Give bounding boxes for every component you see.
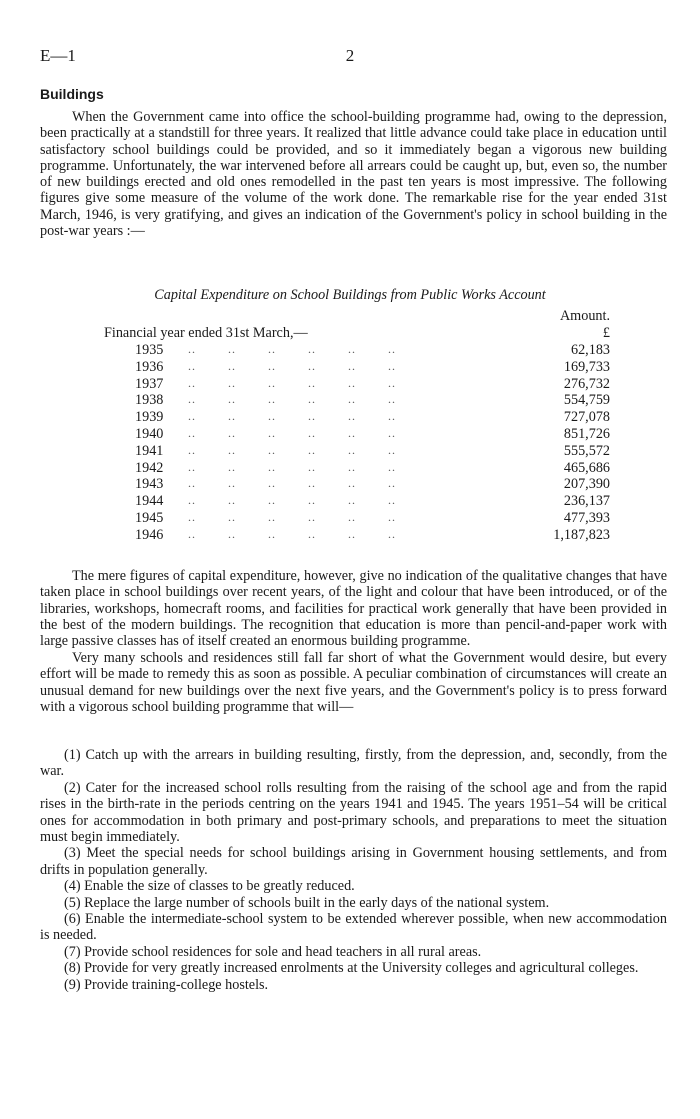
- amount-cell: 727,078: [563, 409, 610, 426]
- year-cell: 1941: [135, 442, 164, 459]
- amount-cell: 276,732: [563, 375, 610, 392]
- section-heading: Buildings: [40, 86, 104, 102]
- table-row: [40, 476, 620, 493]
- dot-leader: .. .. .. .. .. ..: [188, 476, 396, 491]
- table-row: [40, 359, 620, 376]
- year-cell: 1937: [135, 375, 164, 392]
- list-item: (5) Replace the large number of schools built in the early days of the national system.: [64, 894, 550, 911]
- year-cell: 1944: [135, 493, 164, 510]
- dot-leader: .. .. .. .. .. ..: [188, 509, 396, 524]
- year-cell: 1936: [135, 358, 164, 375]
- year-cell: 1942: [135, 459, 164, 476]
- table-row: [40, 342, 620, 359]
- intro-text: When the Government came into office the school-building programme had, owing to the depression, been practically at a standstill for three years. It realized that little advance could take place in education until satisfactory school buildings could be provided, and so it immediately began a vigorous new building programme. Unfortunately, the war intervened before all arrears could be caught up, but, even so, the number of new buildings erected and old ones remodelled in the past ten years is most impressive. The following figures give some measure of the volume of the work done. The remarkable rise for the year ended 31st March, 1946, is very gratifying, and gives an indication of the Government's policy in school building in the post-war years :—: [40, 109, 667, 240]
- year-cell: 1940: [135, 425, 164, 442]
- table-row: [40, 510, 620, 527]
- table-row: [40, 527, 620, 544]
- year-cell: 1938: [135, 392, 164, 409]
- dot-leader: .. .. .. .. .. ..: [188, 493, 396, 508]
- list-item: (2) Cater for the increased school rolls resulting from the raising of the school age and from the rapid rises in the birth-rate in the periods centring on the years 1941 and 1945. The years 1951–54 will be critical ones for accommodation in both primary and post-primary schools, and preparations to meet the situation must begin immediately.: [40, 779, 667, 846]
- amount-cell: 1,187,823: [553, 526, 610, 543]
- paragraph-qualitative: [40, 568, 667, 649]
- page-number: 2: [345, 46, 355, 65]
- intro-paragraph: [40, 109, 667, 239]
- dot-leader: .. .. .. .. .. ..: [188, 375, 396, 390]
- table-row: [40, 460, 620, 477]
- amount-cell: 465,686: [563, 459, 610, 476]
- list-item: (4) Enable the size of classes to be greatly reduced.: [64, 878, 355, 895]
- year-column-label: Financial year ended 31st March,—: [104, 325, 308, 341]
- amount-cell: 851,726: [563, 425, 610, 442]
- amount-cell: 554,759: [563, 392, 610, 409]
- table-row: [40, 426, 620, 443]
- year-cell: 1946: [135, 526, 164, 543]
- list-item: (8) Provide for very greatly increased enrolments at the University colleges and agricultural colleges.: [64, 960, 639, 977]
- currency-symbol: £: [602, 325, 610, 341]
- paragraph-text: Very many schools and residences still fall far short of what the Government would desire, but every effort will be made to remedy this as soon as possible. A peculiar combination of circumstances will create an unusual demand for new buildings over the next five years, and the Government's policy is to press forward with a vigorous school building programme that will—: [40, 650, 667, 715]
- paragraph-text: The mere figures of capital expenditure, however, give no indication of the qualitative changes that have taken place in school buildings over recent years, of the light and colour that have been introduced, or of the libraries, workshops, homecraft rooms, and facilities for practical work generally that have been provided in the best of the modern buildings. The recognition that education is more than pencil-and-paper work with large passive classes has of itself created an enormous building programme.: [40, 568, 667, 650]
- list-item: (7) Provide school residences for sole and head teachers in all rural areas.: [64, 943, 482, 960]
- dot-leader: .. .. .. .. .. ..: [188, 442, 396, 457]
- amount-cell: 62,183: [570, 342, 610, 358]
- document-code: E—1: [40, 46, 76, 65]
- table-row: [40, 443, 620, 460]
- year-cell: 1939: [135, 409, 164, 426]
- table-row: [40, 493, 620, 510]
- table-caption: Capital Expenditure on School Buildings from Public Works Account: [154, 287, 546, 303]
- amount-cell: 555,572: [563, 442, 610, 459]
- list-item: (1) Catch up with the arrears in building resulting, firstly, from the depression, and, secondly, from the war.: [40, 747, 667, 780]
- table-row: [40, 376, 620, 393]
- table-row: [40, 392, 620, 409]
- dot-leader: .. .. .. .. .. ..: [188, 392, 396, 407]
- amount-cell: 477,393: [563, 509, 610, 526]
- year-cell: 1935: [135, 342, 164, 358]
- dot-leader: .. .. .. .. .. ..: [188, 526, 396, 541]
- programme-goals-list: [40, 747, 667, 993]
- table-row: [40, 409, 620, 426]
- expenditure-table: [40, 342, 620, 544]
- year-cell: 1943: [135, 476, 164, 493]
- list-item: (9) Provide training-college hostels.: [64, 976, 269, 993]
- dot-leader: .. .. .. .. .. ..: [188, 409, 396, 424]
- list-item: (3) Meet the special needs for school buildings arising in Government housing settlements, and from drifts in population generally.: [40, 845, 667, 878]
- year-cell: 1945: [135, 509, 164, 526]
- dot-leader: .. .. .. .. .. ..: [188, 459, 396, 474]
- list-item: (6) Enable the intermediate-school system to be extended wherever possible, when new accommodation is needed.: [40, 911, 667, 944]
- dot-leader: .. .. .. .. .. ..: [188, 342, 396, 356]
- dot-leader: .. .. .. .. .. ..: [188, 425, 396, 440]
- amount-cell: 236,137: [563, 493, 610, 510]
- amount-cell: 207,390: [563, 476, 610, 493]
- paragraph-programme: [40, 650, 667, 715]
- dot-leader: .. .. .. .. .. ..: [188, 358, 396, 373]
- amount-cell: 169,733: [563, 358, 610, 375]
- amount-column-header: Amount.: [559, 308, 610, 324]
